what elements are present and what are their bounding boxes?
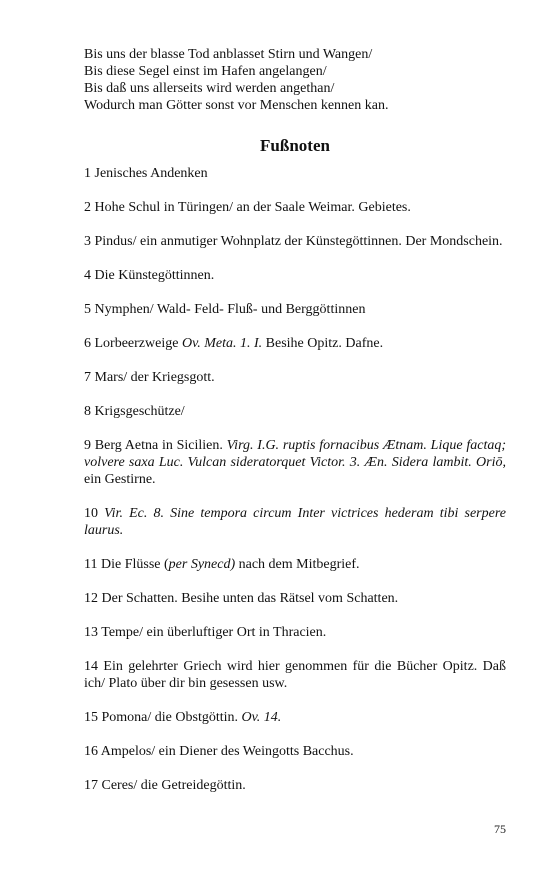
verse-line: Wodurch man Götter sonst vor Menschen kennen kan. [84,98,389,113]
footnote-text: 13 Tempe/ ein überluftiger Ort in Thracien. [84,625,327,640]
footnote-item [84,658,506,692]
footnote-text: 11 Die Flüsse ( [84,557,169,572]
footnote-item [84,403,506,420]
footnote-item [84,556,506,573]
footnote-item [84,369,506,386]
verse-block [84,46,506,114]
footnote-text: 3 Pindus/ ein anmutiger Wohnplatz der Künstegöttinnen. Der Mondschein. [84,234,503,249]
footnote-text: 5 Nymphen/ Wald- Feld- Fluß- und Berggöttinnen [84,302,366,317]
footnote-text: 1 Jenisches Andenken [84,166,208,181]
page-body [84,46,506,794]
footnote-text: 12 Der Schatten. Besihe unten das Rätsel vom Schatten. [84,591,399,606]
footnote-item [84,233,506,250]
footnotes-list [84,165,506,794]
footnote-item [84,743,506,760]
footnote-item [84,165,506,182]
footnote-item [84,437,506,488]
footnote-citation: Vir. Ec. 8. Sine tempora circum Inter victrices hederam tibi serpere laurus. [84,506,506,538]
footnote-citation: Ov. 14. [241,710,282,725]
verse-line: Bis diese Segel einst im Hafen angelangen/ [84,64,327,79]
footnote-text: ein Gestirne. [84,472,156,487]
footnotes-heading: Fußnoten [260,136,330,155]
footnote-text: 7 Mars/ der Kriegsgott. [84,370,215,385]
footnote-citation: Ov. Meta. 1. I. [181,336,263,351]
verse-line: Bis daß uns allerseits wird werden angethan/ [84,81,335,96]
footnote-item [84,301,506,318]
footnote-item [84,709,506,726]
footnote-text: Besihe Opitz. Dafne. [262,336,384,351]
footnote-text: 2 Hohe Schul in Türingen/ an der Saale Weimar. Gebietes. [84,200,411,215]
footnote-item [84,777,506,794]
footnote-item [84,624,506,641]
footnote-text: 6 Lorbeerzweige [84,336,182,351]
footnote-text: 14 Ein gelehrter Griech wird hier genommen für die Bücher Opitz. Daß ich/ Plato über dir bin gesessen usw. [84,659,506,691]
footnote-text: nach dem Mitbegrief. [235,557,360,572]
footnote-text: 9 Berg Aetna in Sicilien. [84,438,227,453]
footnote-text: 10 [84,506,105,521]
footnote-item [84,505,506,539]
footnote-citation: per Synecd) [168,557,236,572]
page-number: 75 [494,822,506,836]
footnote-item [84,267,506,284]
footnote-text: 16 Ampelos/ ein Diener des Weingotts Bacchus. [84,744,354,759]
footnote-text: 4 Die Künstegöttinnen. [84,268,215,283]
footnote-text: 15 Pomona/ die Obstgöttin. [84,710,242,725]
footnote-text: 8 Krigsgeschütze/ [84,404,185,419]
footnote-text: 17 Ceres/ die Getreidegöttin. [84,778,246,793]
footnote-item [84,590,506,607]
verse-line: Bis uns der blasse Tod anblasset Stirn und Wangen/ [84,47,373,62]
footnote-citation: Virg. I.G. ruptis fornacibus Ætnam. Lique factaq; volvere saxa Luc. Vulcan sideratorquet Victor. 3. Æn. Sidera lambit. Oriō, [84,438,506,470]
footnote-item [84,199,506,216]
footnote-item [84,335,506,352]
